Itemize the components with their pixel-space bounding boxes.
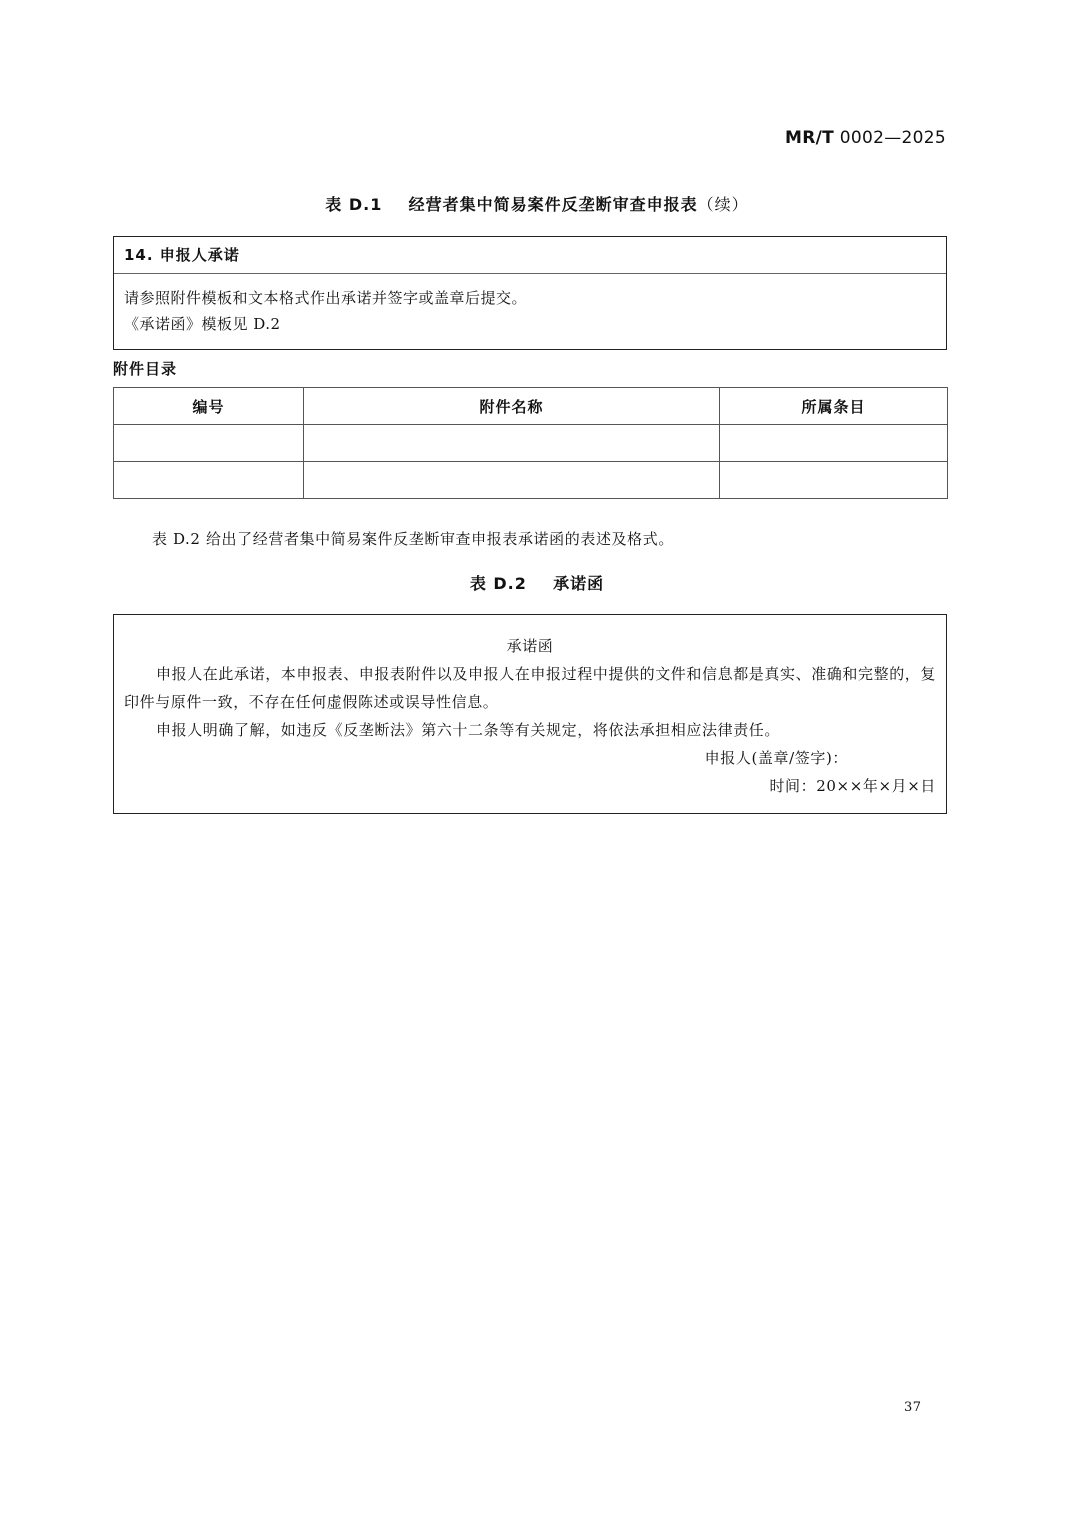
table-d1-caption — [0, 192, 1074, 215]
attachments-header-row — [114, 388, 948, 425]
letter-date: 时间：20××年×月×日 — [769, 777, 936, 795]
standard-code-number: 0002—2025 — [839, 128, 946, 148]
commitment-letter — [113, 614, 947, 814]
commitment-template-reference: 《承诺函》模板见 D.2 — [124, 315, 281, 333]
column-header-attachment-name: 附件名称 — [304, 388, 720, 425]
letter-title: 承诺函 — [506, 637, 554, 655]
table-d1-id: 表 D.1 — [325, 195, 383, 214]
letter-paragraph-2: 申报人明确了解，如违反《反垄断法》第六十二条等有关规定，将依法承担相应法律责任。 — [156, 721, 781, 739]
table-cell — [720, 425, 948, 462]
table-row — [114, 462, 948, 499]
column-header-number: 编号 — [114, 388, 304, 425]
table-cell — [114, 462, 304, 499]
commitment-section — [113, 236, 947, 350]
standard-code-prefix: MR/T — [785, 128, 835, 148]
table-d2-id: 表 D.2 — [469, 574, 527, 593]
standard-code — [785, 128, 946, 148]
table-d1-title: 经营者集中简易案件反垄断审查申报表 — [408, 195, 698, 214]
attachments-table — [113, 387, 948, 499]
letter-signature: 申报人(盖章/签字)： — [704, 749, 848, 767]
letter-paragraph-1: 申报人在此承诺，本申报表、申报表附件以及申报人在申报过程中提供的文件和信息都是真实、准确和完整的，复印件与原件一致，不存在任何虚假陈述或误导性信息。 — [124, 665, 937, 711]
table-d2-title: 承诺函 — [553, 574, 605, 593]
attachments-label: 附件目录 — [113, 360, 178, 378]
table-d2-intro: 表 D.2 给出了经营者集中简易案件反垄断审查申报表承诺函的表述及格式。 — [152, 530, 674, 548]
commitment-body — [114, 274, 946, 337]
commitment-instruction: 请参照附件模板和文本格式作出承诺并签字或盖章后提交。 — [124, 289, 528, 307]
column-header-section: 所属条目 — [720, 388, 948, 425]
table-row — [114, 425, 948, 462]
commitment-heading: 14. 申报人承诺 — [114, 237, 946, 274]
table-d1-continued: （续） — [697, 195, 749, 214]
page-number: 37 — [904, 1400, 922, 1415]
table-cell — [114, 425, 304, 462]
table-d2-caption — [0, 571, 1074, 594]
table-cell — [720, 462, 948, 499]
table-cell — [304, 425, 720, 462]
table-cell — [304, 462, 720, 499]
